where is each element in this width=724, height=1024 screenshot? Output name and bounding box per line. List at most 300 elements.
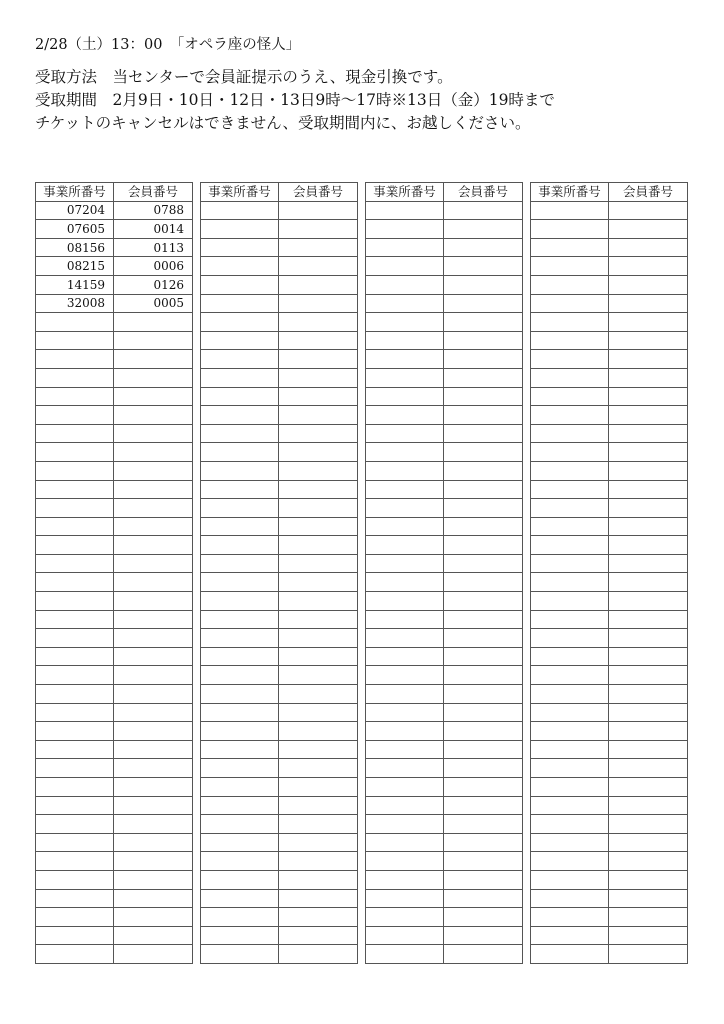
table-row [531,480,688,499]
office-number-cell [36,536,114,555]
member-number-cell [114,424,193,443]
table-row [201,647,358,666]
office-number-cell [201,350,279,369]
table-row [366,592,523,611]
table-row [531,461,688,480]
table-row [531,610,688,629]
table-row [36,313,193,332]
member-number-cell [444,703,523,722]
member-number-cell [609,759,688,778]
member-number-cell [609,740,688,759]
office-number-cell [366,870,444,889]
office-number-cell [531,313,609,332]
office-number-cell [36,573,114,592]
office-number-cell [366,536,444,555]
member-number-cell: 0126 [114,275,193,294]
table-row [36,889,193,908]
office-number-cell [201,833,279,852]
office-number-cell [531,833,609,852]
office-number-cell [201,889,279,908]
office-number-cell [531,406,609,425]
office-number-cell [366,220,444,239]
office-number-cell [201,517,279,536]
office-number-cell [201,592,279,611]
member-number-cell [444,573,523,592]
member-number-cell [279,592,358,611]
table-row [201,592,358,611]
member-number-cell [279,461,358,480]
member-number-cell [114,685,193,704]
member-number-cell [114,945,193,964]
office-number-cell [201,759,279,778]
table-row [201,852,358,871]
table-row [201,406,358,425]
member-number-cell [609,387,688,406]
office-number-cell [531,368,609,387]
member-number-header: 会員番号 [609,183,688,202]
office-number-cell [531,796,609,815]
member-number-cell [114,499,193,518]
member-number-cell [279,220,358,239]
member-number-cell [444,647,523,666]
member-number-cell [609,889,688,908]
table-row [531,666,688,685]
office-number-cell [366,629,444,648]
table-row [531,424,688,443]
office-number-cell [201,220,279,239]
table-row [36,833,193,852]
office-number-cell [36,666,114,685]
office-number-cell [36,685,114,704]
office-number-cell [531,554,609,573]
member-number-cell [609,275,688,294]
table-row [36,368,193,387]
table-row [366,313,523,332]
member-number-cell [444,350,523,369]
table-row [531,889,688,908]
office-number-cell [366,461,444,480]
table-row [36,870,193,889]
table-row [366,517,523,536]
table-row [36,387,193,406]
table-row [531,331,688,350]
office-number-cell [36,610,114,629]
table-row [201,257,358,276]
member-number-cell [279,647,358,666]
office-number-cell [366,722,444,741]
office-number-cell [531,759,609,778]
member-number-cell [114,778,193,797]
member-number-cell [444,480,523,499]
office-number-header: 事業所番号 [36,183,114,202]
member-number-cell: 0113 [114,238,193,257]
office-number-cell [531,573,609,592]
table-row [366,908,523,927]
member-number-cell [444,313,523,332]
table-row [201,796,358,815]
member-number-cell [444,424,523,443]
office-number-cell [201,908,279,927]
table-row [531,852,688,871]
table-row [201,275,358,294]
table-row [531,629,688,648]
office-number-cell [36,517,114,536]
office-number-cell [366,480,444,499]
office-number-cell [36,461,114,480]
office-number-cell [36,833,114,852]
office-number-cell [366,368,444,387]
table-row [531,536,688,555]
office-number-cell [201,796,279,815]
member-number-cell [444,499,523,518]
table-row [366,889,523,908]
member-number-cell [609,778,688,797]
member-number-cell [279,703,358,722]
member-number-cell [609,294,688,313]
office-number-cell [366,666,444,685]
office-number-cell [201,722,279,741]
office-number-cell [36,647,114,666]
member-number-cell [609,796,688,815]
table-row [201,313,358,332]
table-row [36,220,193,239]
office-number-cell [36,908,114,927]
table-row [366,387,523,406]
table-row [201,908,358,927]
office-number-cell [366,294,444,313]
table-row [36,201,193,220]
table-row [201,331,358,350]
member-number-cell [279,778,358,797]
member-table-block [365,182,523,964]
table-row [36,908,193,927]
office-number-cell [366,778,444,797]
office-number-cell [36,387,114,406]
office-number-cell [201,406,279,425]
member-number-cell [114,908,193,927]
member-number-cell [609,480,688,499]
table-row [36,536,193,555]
member-number-cell [279,331,358,350]
member-number-cell [609,313,688,332]
table-row [201,703,358,722]
member-number-cell [279,517,358,536]
member-number-cell [279,889,358,908]
member-number-cell [609,554,688,573]
table-row [36,499,193,518]
office-number-cell [36,424,114,443]
table-row [531,759,688,778]
member-number-cell [609,592,688,611]
office-number-cell [201,387,279,406]
member-number-cell [279,238,358,257]
member-number-cell [114,833,193,852]
table-row [36,796,193,815]
table-row [531,313,688,332]
table-row [366,926,523,945]
member-number-cell [444,610,523,629]
office-number-cell [36,815,114,834]
member-number-cell [114,406,193,425]
office-number-cell [531,461,609,480]
office-number-cell [531,294,609,313]
table-row [366,443,523,462]
member-number-cell [609,926,688,945]
table-row [36,945,193,964]
table-row [366,796,523,815]
table-row [366,275,523,294]
member-number-cell [444,387,523,406]
office-number-cell [36,406,114,425]
page-title: 2/28（土）13：00 「オペラ座の怪人」 [35,37,301,53]
office-number-cell [36,703,114,722]
member-number-cell [444,945,523,964]
table-row [531,350,688,369]
member-number-cell [609,517,688,536]
member-number-cell [609,220,688,239]
table-row [201,610,358,629]
table-row [531,238,688,257]
member-number-cell [609,201,688,220]
table-row [366,461,523,480]
member-number-cell [609,685,688,704]
member-number-cell [444,443,523,462]
member-number-cell [279,406,358,425]
member-number-cell [279,666,358,685]
member-number-cell [279,908,358,927]
member-number-cell [114,796,193,815]
member-number-cell [609,573,688,592]
table-row [201,926,358,945]
table-row [366,536,523,555]
member-number-cell [279,815,358,834]
office-number-cell [531,926,609,945]
table-header-row [366,183,523,202]
member-number-cell [609,945,688,964]
member-number-cell [444,554,523,573]
office-number-cell [531,889,609,908]
office-number-cell [201,257,279,276]
table-row [36,517,193,536]
member-number-cell [114,350,193,369]
table-row [366,499,523,518]
member-number-cell: 0788 [114,201,193,220]
table-row [201,387,358,406]
table-row [201,201,358,220]
office-number-cell: 07605 [36,220,114,239]
office-number-cell [366,852,444,871]
member-number-cell [444,220,523,239]
table-row [531,257,688,276]
office-number-cell [366,573,444,592]
table-row [531,443,688,462]
member-number-cell [114,759,193,778]
office-number-cell [531,647,609,666]
office-number-cell [201,275,279,294]
table-row [531,220,688,239]
table-row [366,647,523,666]
office-number-cell [366,554,444,573]
member-number-cell [279,833,358,852]
table-row [36,926,193,945]
office-number-cell: 07204 [36,201,114,220]
office-number-cell [531,517,609,536]
table-row [36,350,193,369]
office-number-cell [531,870,609,889]
member-number-cell [609,424,688,443]
member-number-cell [609,461,688,480]
table-row [366,350,523,369]
member-number-cell [114,313,193,332]
office-number-cell [201,480,279,499]
office-number-cell [201,629,279,648]
member-number-cell [114,573,193,592]
member-number-cell: 0014 [114,220,193,239]
member-number-cell [444,592,523,611]
office-number-cell [201,238,279,257]
member-number-cell [114,629,193,648]
table-row [201,666,358,685]
office-number-cell [36,554,114,573]
member-number-cell: 0006 [114,257,193,276]
table-row [531,499,688,518]
office-number-cell [531,536,609,555]
member-number-cell [279,610,358,629]
table-row [36,238,193,257]
office-number-cell [531,331,609,350]
table-row [201,833,358,852]
office-number-cell [366,592,444,611]
office-number-cell [366,517,444,536]
office-number-cell [201,499,279,518]
member-table-block [530,182,688,964]
member-number-cell [444,926,523,945]
office-number-cell [36,443,114,462]
table-row [366,610,523,629]
office-number-cell [36,629,114,648]
office-number-cell [201,424,279,443]
table-row [531,833,688,852]
office-number-cell [531,592,609,611]
member-number-cell [279,573,358,592]
table-row [201,573,358,592]
member-number-cell [444,201,523,220]
table-row [531,722,688,741]
office-number-cell [201,740,279,759]
office-number-cell [366,201,444,220]
office-number-cell [201,443,279,462]
member-number-cell [114,461,193,480]
office-number-cell [201,554,279,573]
table-row [366,833,523,852]
member-number-cell [444,685,523,704]
table-row [201,220,358,239]
member-number-cell [609,833,688,852]
table-row [366,759,523,778]
table-row [36,815,193,834]
office-number-cell [201,313,279,332]
office-number-cell [531,610,609,629]
pickup-period-text: 受取期間 2月9日・10日・12日・13日9時～17時※13日（金）19時まで [35,91,555,109]
office-number-cell [366,313,444,332]
table-row [36,554,193,573]
member-number-cell [279,740,358,759]
pickup-method-text: 受取方法 当センターで会員証提示のうえ、現金引換です。 [35,68,453,86]
office-number-cell [36,926,114,945]
office-number-cell [531,815,609,834]
office-number-cell [531,275,609,294]
table-row [201,424,358,443]
member-number-cell [444,908,523,927]
member-number-cell [279,796,358,815]
member-number-cell [279,722,358,741]
office-number-cell [36,870,114,889]
office-number-cell [531,722,609,741]
table-row [531,592,688,611]
member-number-cell [279,257,358,276]
member-number-cell [114,703,193,722]
table-row [531,647,688,666]
table-row [36,740,193,759]
table-row [36,629,193,648]
table-row [366,331,523,350]
member-number-cell [609,647,688,666]
office-number-cell [36,759,114,778]
office-number-cell [36,796,114,815]
member-number-cell [609,703,688,722]
member-number-cell [114,480,193,499]
table-row [201,815,358,834]
office-number-cell [36,350,114,369]
member-number-cell [279,499,358,518]
member-number-cell [444,331,523,350]
member-number-cell [114,870,193,889]
member-number-cell [114,722,193,741]
member-number-cell [114,647,193,666]
table-row [201,945,358,964]
office-number-header: 事業所番号 [201,183,279,202]
table-row [36,443,193,462]
office-number-cell [201,815,279,834]
table-row [366,201,523,220]
table-row [366,870,523,889]
office-number-cell [531,908,609,927]
member-number-cell [279,387,358,406]
table-row [531,517,688,536]
office-number-cell [366,331,444,350]
member-number-cell [444,629,523,648]
office-number-cell [36,592,114,611]
member-number-cell [114,517,193,536]
table-row [366,480,523,499]
member-number-cell [114,889,193,908]
member-number-cell [114,926,193,945]
table-row [201,685,358,704]
table-row [36,275,193,294]
table-row [36,573,193,592]
table-row [531,870,688,889]
table-row [201,238,358,257]
table-row [201,740,358,759]
table-row [366,703,523,722]
office-number-cell [366,406,444,425]
table-header-row [531,183,688,202]
table-row [531,406,688,425]
member-number-cell [609,815,688,834]
table-row [201,499,358,518]
table-row [531,908,688,927]
member-number-cell [114,331,193,350]
